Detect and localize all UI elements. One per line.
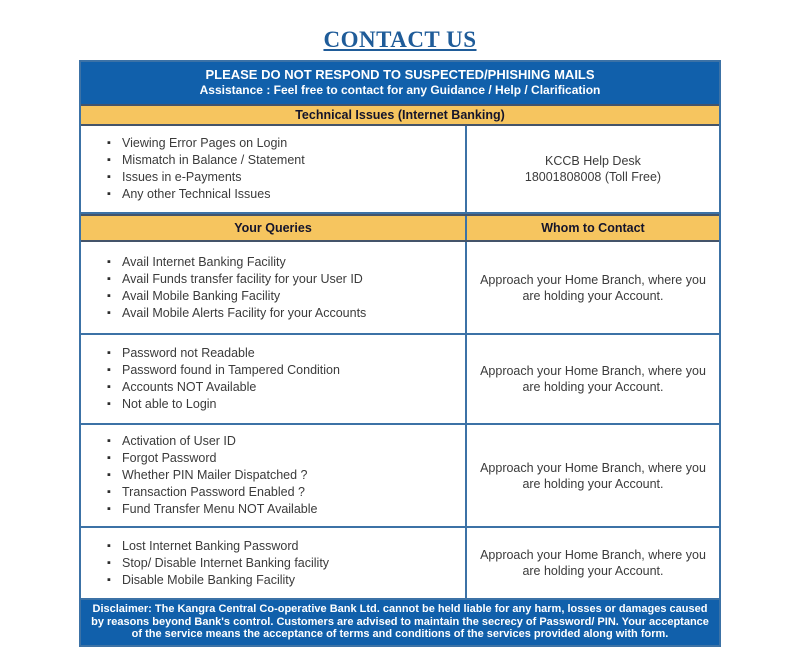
bullet-item: ▪ Avail Mobile Banking Facility [107, 288, 366, 305]
bullet-item: ▪ Mismatch in Balance / Statement [107, 152, 305, 169]
bullet-item: ▪ Activation of User ID [107, 433, 317, 450]
bullet-item: ▪ Disable Mobile Banking Facility [107, 572, 329, 589]
column-header-whom-to-contact: Whom to Contact [541, 221, 645, 235]
bullet-item: ▪ Transaction Password Enabled ? [107, 484, 317, 501]
bullet-item: ▪ Accounts NOT Available [107, 379, 340, 396]
technical-issues-list [107, 135, 305, 203]
bullet-item: ▪ Lost Internet Banking Password [107, 538, 329, 555]
helpdesk-phone: 18001808008 (Toll Free) [524, 170, 662, 184]
query-row-4-queries-cell [81, 528, 467, 598]
helpdesk-name: KCCB Help Desk [545, 154, 641, 168]
technical-issues-row [81, 126, 719, 214]
query-row-2-contact-cell: Approach your Home Branch, where you are holding your Account. [480, 364, 706, 394]
bullet-item: ▪ Not able to Login [107, 396, 340, 413]
bullet-item: ▪ Forgot Password [107, 450, 317, 467]
query-row-3-contact-cell: Approach your Home Branch, where you are holding your Account. [480, 460, 706, 491]
bullet-item: ▪ Viewing Error Pages on Login [107, 135, 305, 152]
query-row-2-queries-cell [81, 335, 467, 423]
bullet-item: ▪ Whether PIN Mailer Dispatched ? [107, 467, 317, 484]
technical-issues-cell [81, 126, 467, 212]
bullet-item: ▪ Avail Internet Banking Facility [107, 254, 366, 271]
page-title-wrap [0, 0, 800, 53]
query-row-1 [81, 242, 719, 335]
bullet-item: ▪ Password found in Tampered Condition [107, 362, 340, 379]
contact-table [79, 60, 721, 647]
technical-issues-heading: Technical Issues (Internet Banking) [81, 104, 719, 126]
bullet-item: ▪ Avail Funds transfer facility for your User ID [107, 271, 366, 288]
phishing-warning-text: PLEASE DO NOT RESPOND TO SUSPECTED/PHISHING MAILS [205, 67, 595, 82]
query-row-4-contact-cell: Approach your Home Branch, where you are holding your Account. [480, 548, 706, 578]
queries-column-headers [81, 214, 719, 242]
query-row-4-list [107, 538, 329, 589]
bullet-item: ▪ Stop/ Disable Internet Banking facility [107, 555, 329, 572]
query-row-3-queries-cell [81, 425, 467, 526]
bullet-item: ▪ Avail Mobile Alerts Facility for your Accounts [107, 305, 366, 322]
query-row-2 [81, 335, 719, 425]
page-title: CONTACT US [323, 27, 477, 52]
phishing-notice-banner [81, 62, 719, 104]
bullet-item: ▪ Any other Technical Issues [107, 186, 305, 203]
assistance-text: Assistance : Feel free to contact for any Guidance / Help / Clarification [199, 83, 601, 97]
bullet-item: ▪ Password not Readable [107, 345, 340, 362]
query-row-4 [81, 528, 719, 600]
query-row-1-queries-cell [81, 242, 467, 333]
query-row-2-list [107, 345, 340, 413]
column-header-your-queries: Your Queries [81, 216, 467, 240]
query-row-3 [81, 425, 719, 528]
query-row-1-contact-cell: Approach your Home Branch, where you are holding your Account. [480, 272, 706, 303]
bullet-item: ▪ Issues in e-Payments [107, 169, 305, 186]
disclaimer-footer: Disclaimer: The Kangra Central Co-operative Bank Ltd. cannot be held liable for any harm, losses or damages caused by reasons beyond Bank's control. Customers are advised to maintain the secrecy of Password/ PIN. Your acceptance of the service means the acceptance of terms and conditions of the services provided along with form. [81, 600, 719, 645]
bullet-item: ▪ Fund Transfer Menu NOT Available [107, 501, 317, 518]
query-row-1-list [107, 254, 366, 322]
query-row-3-list [107, 433, 317, 518]
helpdesk-contact-cell [467, 126, 719, 212]
